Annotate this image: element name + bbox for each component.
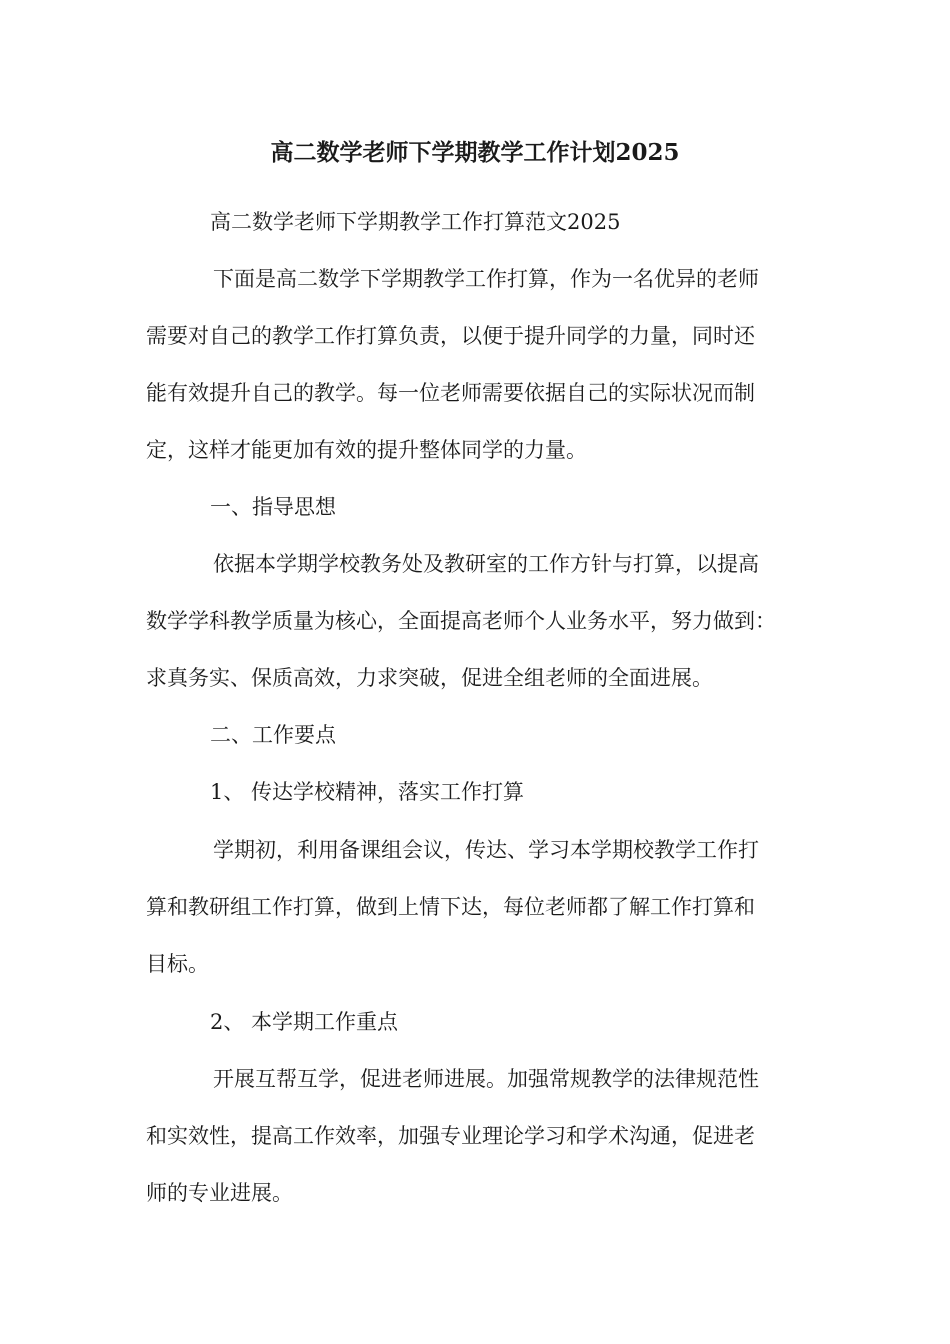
document-title: 高二数学老师下学期教学工作计划2025 [270, 139, 680, 166]
section1-line-3: 求真务实、保质高效，力求突破，促进全组老师的全面进展。 [146, 666, 713, 690]
section-heading-work-points: 二、工作要点 [210, 723, 336, 747]
intro-line-2: 需要对自己的教学工作打算负责，以便于提升同学的力量，同时还 [146, 324, 755, 348]
item1-line-3: 目标。 [146, 952, 209, 976]
item2-line-3: 师的专业进展。 [146, 1181, 293, 1205]
item2-heading: 2、 本学期工作重点 [210, 1010, 399, 1034]
item2-line-1: 开展互帮互学，促进老师进展。加强常规教学的法律规范性 [213, 1067, 759, 1091]
intro-line-4: 定，这样才能更加有效的提升整体同学的力量。 [146, 438, 587, 462]
section-heading-guiding-thought: 一、指导思想 [210, 495, 336, 519]
document-subtitle: 高二数学老师下学期教学工作打算范文2025 [210, 210, 621, 234]
item2-line-2: 和实效性，提高工作效率，加强专业理论学习和学术沟通，促进老 [146, 1124, 755, 1148]
section1-line-2: 数学学科教学质量为核心，全面提高老师个人业务水平，努力做到： [146, 609, 776, 633]
item1-line-1: 学期初，利用备课组会议，传达、学习本学期校教学工作打 [213, 838, 759, 862]
intro-line-3: 能有效提升自己的教学。每一位老师需要依据自己的实际状况而制 [146, 381, 755, 405]
item1-heading: 1、 传达学校精神，落实工作打算 [210, 780, 525, 804]
intro-line-1: 下面是高二数学下学期教学工作打算，作为一名优异的老师 [213, 267, 759, 291]
item1-line-2: 算和教研组工作打算，做到上情下达，每位老师都了解工作打算和 [146, 895, 755, 919]
section1-line-1: 依据本学期学校教务处及教研室的工作方针与打算，以提高 [213, 552, 759, 576]
